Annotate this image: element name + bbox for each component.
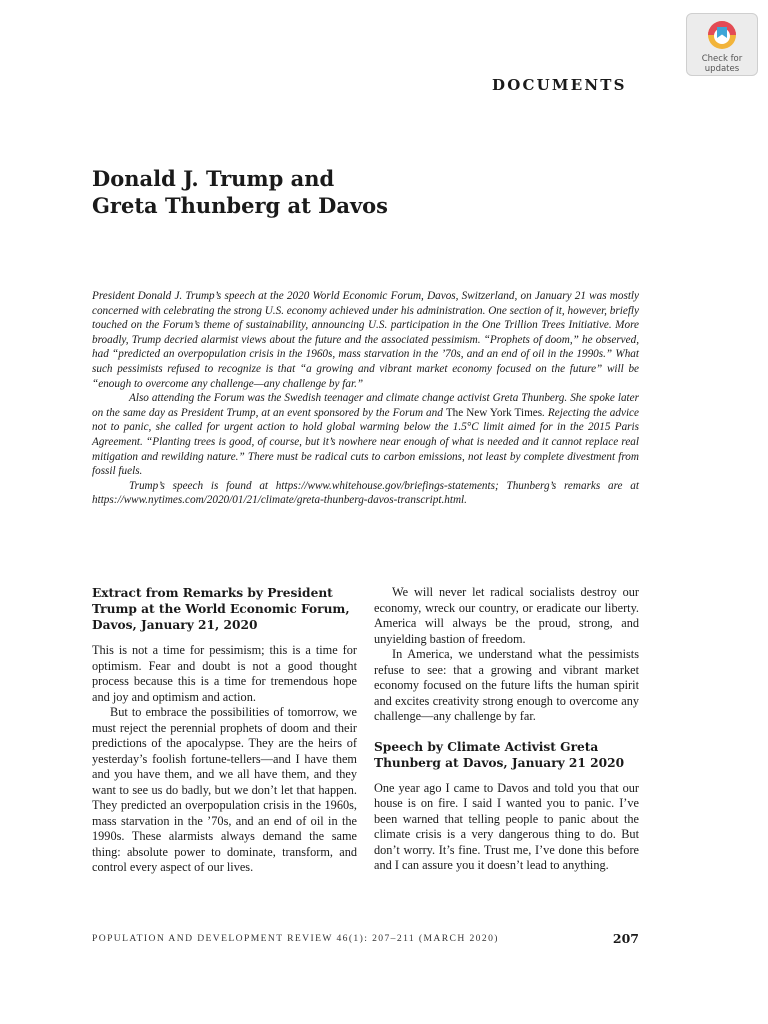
badge-line-1: Check for: [701, 54, 743, 64]
left-column: [92, 585, 357, 876]
abstract-text: Also attending the Forum was the Swedish teenager and climate change activist Greta Thunberg. She spoke later on the same day as President Trump, at an event sponsored by the Forum and: [92, 392, 639, 419]
newspaper-name: The New York Times: [445, 406, 543, 419]
body-paragraph: We will never let radical socialists destroy our economy, wreck our country, or eradicate our liberty. America will always be the proud, strong, and unyielding bastion of freedom.: [374, 585, 639, 646]
check-for-updates-badge[interactable]: [686, 13, 758, 76]
abstract-text: . Rejecting the advice not to panic, she called for urgent action to hold global warming below the 1.5°C limit aimed for in the 2015 Paris Agreement. “Planting trees is good, of course, but it’s nowhere near enough of what is needed and it cannot replace real mitigation and rewilding nature.” There must be radical cuts to carbon emissions, not least by complete divestment from fossil fuels.: [92, 406, 639, 478]
abstract-paragraph: President Donald J. Trump’s speech at the 2020 World Economic Forum, Davos, Switzerland, on January 21 was mostly concerned with celebrating the strong U.S. economy achieved under his administration. One section of it, however, briefly touched on the Forum’s theme of sustainability, announcing U.S. participation in the One Trillion Trees Initiative. More broadly, Trump decried alarmist views about the future and the associated pessimism. “Prophets of doom,” he observed, had “predicted an overpopulation crisis in the 1960s, mass starvation in the ’70s, and an end of oil in the 1990s.” What such pessimists refused to recognize is that “a growing and vibrant market economy focused on the future” will be “enough to overcome any challenge—any challenge by far.”: [92, 290, 639, 390]
page-footer: [92, 931, 639, 947]
abstract-paragraph: [92, 391, 639, 479]
body-paragraph: In America, we understand what the pessimists refuse to see: that a growing and vibrant market economy focused on the future lifts the human spirit and excites creativity strong enough to overcome any challenge—any challenge by far.: [374, 647, 639, 723]
badge-line-2: updates: [704, 64, 740, 74]
crossmark-icon: [704, 19, 740, 53]
body-paragraph: But to embrace the possibilities of tomorrow, we must reject the perennial prophets of doom and their predictions of the apocalypse. They are the heirs of yesterday’s foolish fortune-tellers—and I have them and you have them, and we all have them, and they want to see us do badly, but we don’t let that happen. They predicted an overpopulation crisis in the 1960s, mass starvation in the ’70s, and an end of oil in the 1990s. These alarmists always demand the same thing: absolute power to dominate, transform, and control every aspect of our lives.: [92, 705, 357, 874]
title-line-1: Donald J. Trump and: [92, 166, 335, 191]
right-column: [374, 585, 639, 874]
abstract: [92, 289, 639, 508]
section-label: DOCUMENTS: [492, 76, 627, 94]
body-paragraph: One year ago I came to Davos and told you that our house is on fire. I said I wanted you to panic. I’ve been warned that telling people to panic about the climate crisis is a very dangerous thing to do. But don’t worry. It’s fine. Trust me, I’ve done this before and I can assure you it doesn’t lead to anything.: [374, 780, 639, 872]
body-paragraph: This is not a time for pessimism; this is a time for optimism. Fear and doubt is not a good thought process because this is a time for tremendous hope and joy and optimism and action.: [92, 643, 357, 704]
trump-section-heading: Extract from Remarks by President Trump at the World Economic Forum, Davos, January 21, 2020: [92, 586, 350, 632]
thunberg-section-heading: Speech by Climate Activist Greta Thunberg at Davos, January 21 2020: [374, 739, 625, 770]
abstract-sources: Trump’s speech is found at https://www.whitehouse.gov/briefings-statements; Thunberg’s remarks are at https://www.nytimes.com/2020/01/21/climate/greta-thunberg-davos-transcript.html.: [92, 479, 639, 507]
journal-citation: POPULATION AND DEVELOPMENT REVIEW 46(1): 207–211 (MARCH 2020): [92, 933, 499, 944]
article-title: [92, 165, 388, 219]
page-number: 207: [612, 931, 639, 946]
title-line-2: Greta Thunberg at Davos: [92, 193, 388, 218]
